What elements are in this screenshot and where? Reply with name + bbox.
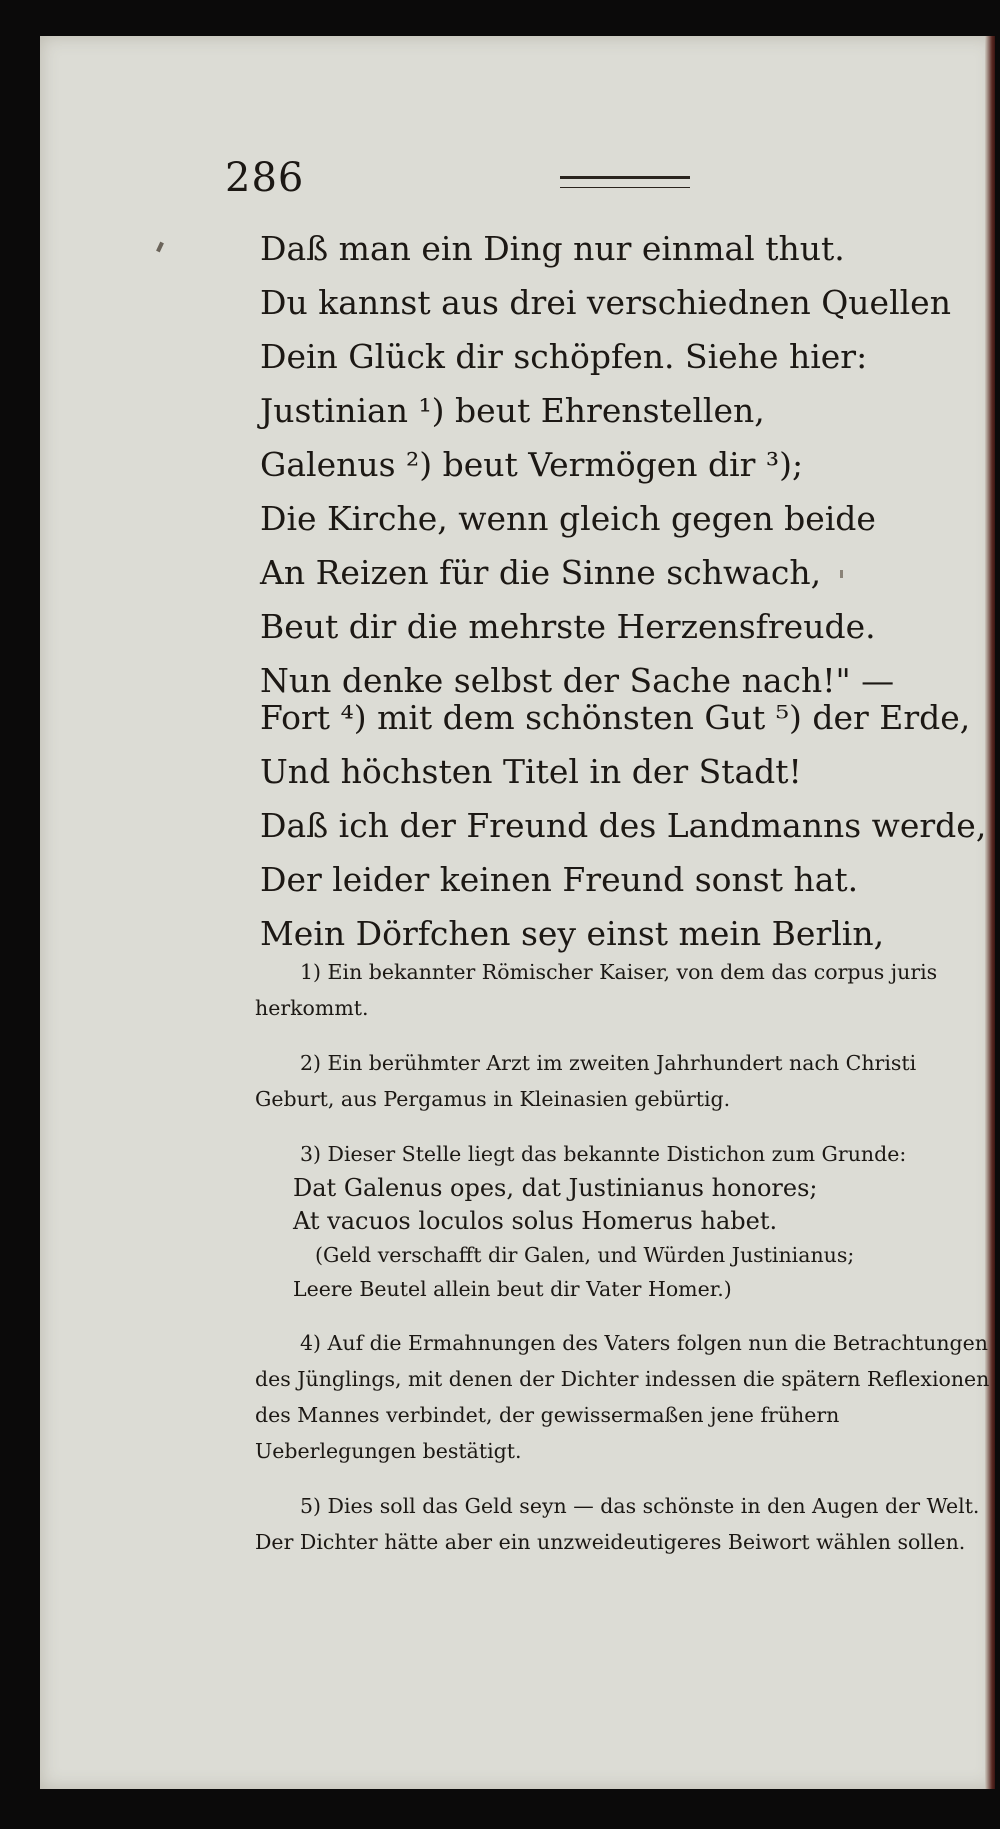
footnote-text: 1) Ein bekannter Römischer Kaiser, von dem das corpus juris herkommt.	[255, 960, 938, 1020]
verse-line: Justinian ¹) beut Ehrenstellen,	[260, 391, 765, 430]
distichon-line: Dat Galenus opes, dat Justinianus honores;	[293, 1174, 818, 1202]
header-rule	[560, 176, 690, 188]
footnote-1	[255, 954, 990, 1026]
verse-line: An Reizen für die Sinne schwach,	[260, 553, 822, 592]
footnote-4	[255, 1325, 990, 1469]
poem-stanza-1	[260, 222, 951, 708]
page-speck	[156, 242, 164, 253]
verse-line: Nun denke selbst der Sache nach!" —	[260, 661, 895, 700]
verse-line: Fort ⁴) mit dem schönsten Gut ⁵) der Erde,	[260, 698, 971, 737]
footnote-text: 2) Ein berühmter Arzt im zweiten Jahrhundert nach Christi Geburt, aus Pergamus in Kleinasien gebürtig.	[255, 1051, 917, 1111]
book-page	[40, 36, 995, 1789]
distichon-line: At vacuos loculos solus Homerus habet.	[293, 1207, 778, 1235]
footnotes	[255, 954, 990, 1579]
verse-line: Dein Glück dir schöpfen. Siehe hier:	[260, 337, 868, 376]
footnote-text: 4) Auf die Ermahnungen des Vaters folgen nun die Betrachtungen des Jünglings, mit denen der Dichter indessen die spätern Reflexionen des Mannes verbindet, der gewissermaßen jene frühern Ueberlegungen bestätigt.	[255, 1331, 990, 1463]
page-number: 286	[225, 155, 305, 201]
page-header	[225, 154, 695, 202]
verse-line: Mein Dörfchen sey einst mein Berlin,	[260, 914, 885, 953]
verse-line: Die Kirche, wenn gleich gegen beide	[260, 499, 876, 538]
footnote-text: 3) Dieser Stelle liegt das bekannte Distichon zum Grunde:	[300, 1142, 907, 1166]
verse-line: Galenus ²) beut Vermögen dir ³);	[260, 445, 804, 484]
footnote-5	[255, 1488, 990, 1560]
verse-line: Der leider keinen Freund sonst hat.	[260, 860, 859, 899]
verse-line: Du kannst aus drei verschiednen Quellen	[260, 283, 951, 322]
translation-line: (Geld verschafft dir Galen, und Würden Justinianus;	[315, 1243, 855, 1267]
verse-line: Daß ich der Freund des Landmanns werde,	[260, 806, 987, 845]
verse-line: Und höchsten Titel in der Stadt!	[260, 752, 802, 791]
footnote-2	[255, 1045, 990, 1117]
footnote-text: 5) Dies soll das Geld seyn — das schönste in den Augen der Welt. Der Dichter hätte aber ein unzweideutigeres Beiwort wählen sollen.	[255, 1494, 980, 1554]
poem-stanza-2	[260, 691, 986, 961]
footnote-3	[255, 1136, 990, 1306]
verse-line: Beut dir die mehrste Herzensfreude.	[260, 607, 876, 646]
translation-line: Leere Beutel allein beut dir Vater Homer.)	[293, 1277, 732, 1301]
verse-line: Daß man ein Ding nur einmal thut.	[260, 229, 845, 268]
